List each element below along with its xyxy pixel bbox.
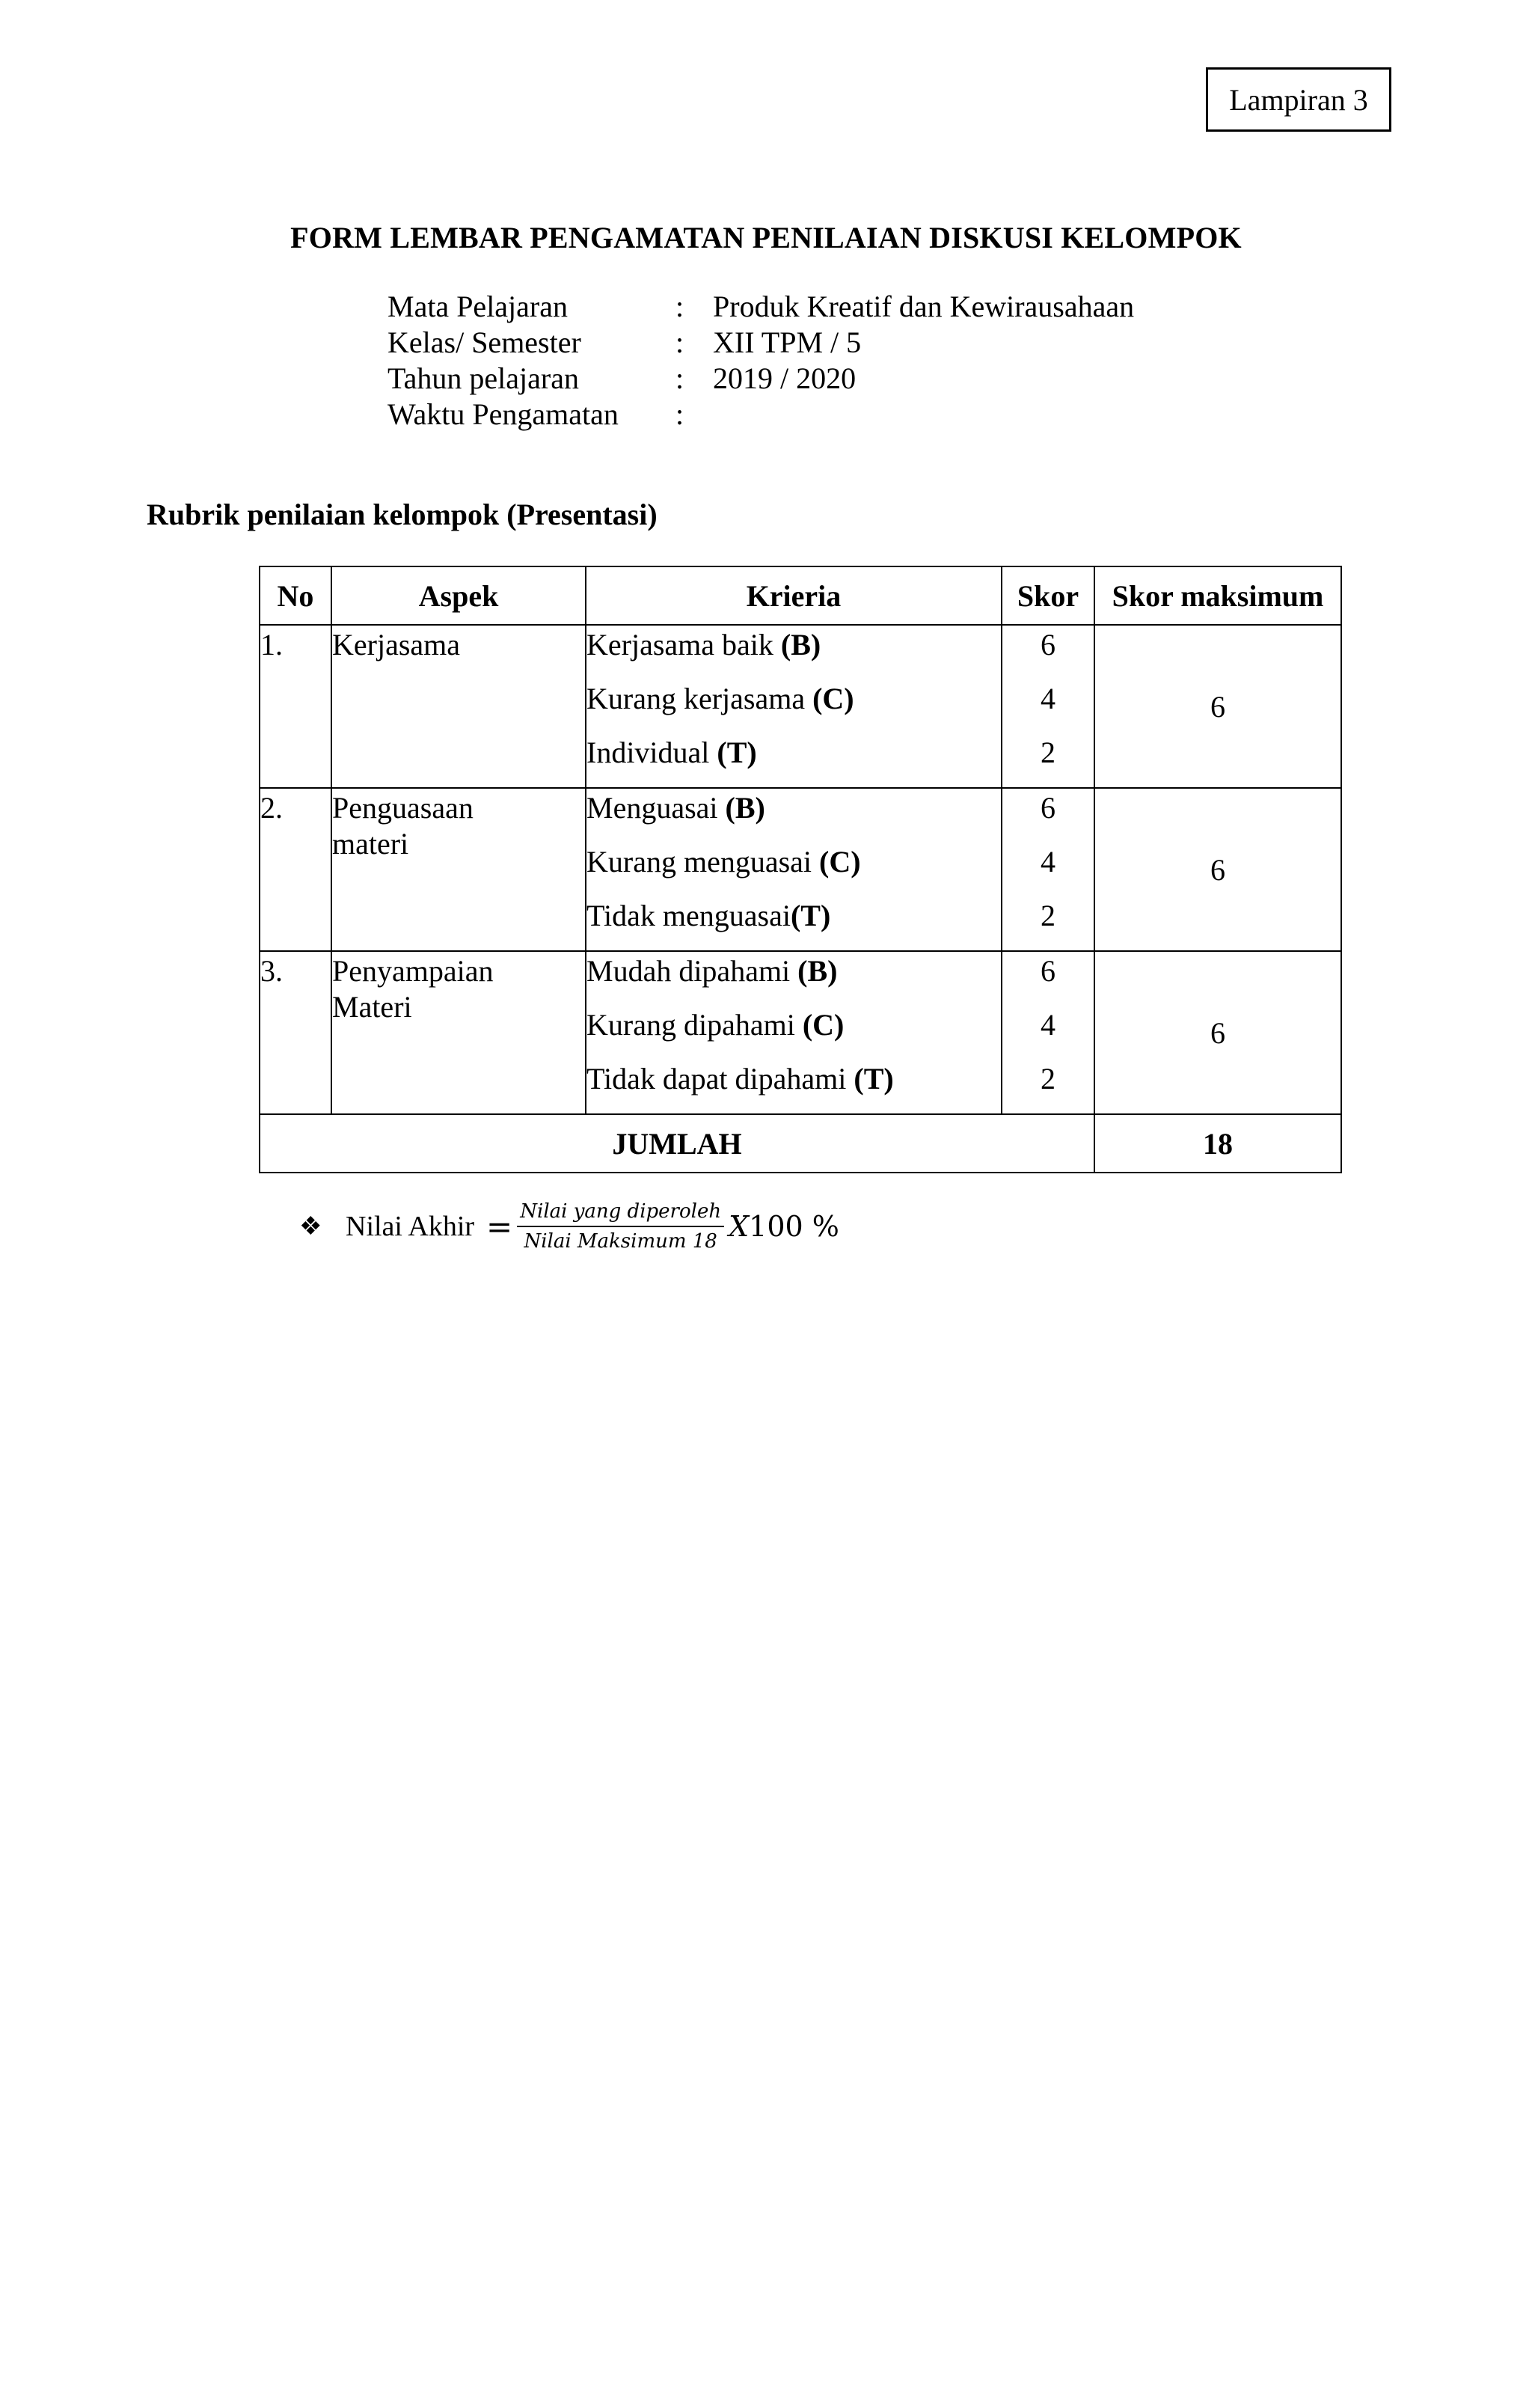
- rubric-subtitle: Rubrik penilaian kelompok (Presentasi): [147, 498, 658, 531]
- meta-colon: :: [675, 290, 684, 323]
- kriteria-item: [586, 789, 1001, 843]
- kriteria-grade: (C): [819, 845, 861, 878]
- kriteria-grade: (B): [780, 628, 821, 661]
- kriteria-text: Kurang dipahami: [586, 1008, 803, 1042]
- formula-label: Nilai Akhir: [346, 1211, 475, 1242]
- cell-no: [260, 788, 331, 951]
- aspek-text: Penyampaian Materi: [332, 954, 494, 1024]
- cell-skor-maksimum: 6: [1094, 788, 1341, 951]
- meta-value: 2019 / 2020: [713, 361, 857, 395]
- cell-skor: [1002, 951, 1094, 1114]
- skor-value: 6: [1041, 791, 1055, 825]
- kriteria-grade: (C): [802, 1008, 845, 1042]
- skor-value: 6: [1041, 954, 1055, 988]
- rubric-table: [259, 566, 1342, 1173]
- kriteria-text: Mudah dipahami: [586, 954, 798, 988]
- meta-colon: :: [675, 397, 684, 431]
- cell-kriteria: [586, 625, 1002, 788]
- skor-value: 2: [1041, 736, 1055, 769]
- table-row: [260, 951, 1341, 1114]
- kriteria-item: [586, 733, 1001, 787]
- kriteria-text: Kurang menguasai: [586, 845, 820, 878]
- formula-percent: %: [803, 1210, 839, 1243]
- skor-value: 2: [1041, 899, 1055, 932]
- cell-kriteria: [586, 951, 1002, 1114]
- header-aspek: Aspek: [331, 566, 586, 625]
- kriteria-grade: (B): [797, 954, 838, 988]
- kriteria-item: [586, 952, 1001, 1006]
- cell-skor: [1002, 625, 1094, 788]
- skor-value: 4: [1041, 1008, 1055, 1042]
- cell-skor: [1002, 788, 1094, 951]
- total-label: JUMLAH: [260, 1114, 1094, 1173]
- cell-aspek: [331, 625, 586, 788]
- meta-row-kelas-semester: [387, 325, 1134, 361]
- header-skor: Skor: [1002, 566, 1094, 625]
- kriteria-item: [586, 896, 1001, 950]
- meta-row-waktu-pengamatan: [387, 397, 1134, 433]
- total-row: [260, 1114, 1341, 1173]
- meta-label: Waktu Pengamatan: [387, 397, 619, 431]
- lampiran-box: [1206, 67, 1391, 132]
- kriteria-item: [586, 1060, 1001, 1113]
- formula-multiplier: X: [729, 1210, 750, 1243]
- table-header-row: [260, 566, 1341, 625]
- cell-aspek: [331, 951, 586, 1114]
- diamond-bullet-icon: ❖: [299, 1213, 322, 1241]
- cell-no: [260, 625, 331, 788]
- cell-kriteria: [586, 788, 1002, 951]
- lampiran-label: Lampiran 3: [1229, 82, 1368, 117]
- skor-value: 4: [1041, 682, 1055, 715]
- kriteria-grade: (C): [812, 682, 854, 715]
- meta-row-mata-pelajaran: [387, 289, 1134, 325]
- table-row: [260, 788, 1341, 951]
- formula-number: 100: [749, 1210, 803, 1243]
- skor-value: 6: [1041, 628, 1055, 661]
- cell-no: [260, 951, 331, 1114]
- kriteria-item: [586, 679, 1001, 733]
- final-score-formula: [299, 1200, 839, 1253]
- formula-equals: =: [486, 1208, 513, 1245]
- total-value: 18: [1094, 1114, 1341, 1173]
- kriteria-text: Kurang kerjasama: [586, 682, 813, 715]
- kriteria-text: Menguasai: [586, 791, 726, 825]
- aspek-text: Kerjasama: [332, 628, 461, 661]
- kriteria-grade: (B): [725, 791, 765, 825]
- kriteria-grade: (T): [854, 1062, 894, 1095]
- kriteria-grade: (T): [717, 736, 757, 769]
- meta-label: Mata Pelajaran: [387, 290, 568, 323]
- formula-denominator: Nilai Maksimum 18: [524, 1230, 717, 1253]
- aspek-text: Penguasaan materi: [332, 791, 474, 861]
- meta-colon: :: [675, 361, 684, 395]
- table-row: [260, 625, 1341, 788]
- meta-info: [387, 289, 1134, 433]
- formula-numerator: Nilai yang diperoleh: [517, 1200, 724, 1227]
- skor-value: 4: [1041, 845, 1055, 878]
- meta-label: Tahun pelajaran: [387, 361, 579, 395]
- cell-skor-maksimum: 6: [1094, 625, 1341, 788]
- meta-colon: :: [675, 326, 684, 359]
- header-skor-maksimum: Skor maksimum: [1094, 566, 1341, 625]
- meta-value: XII TPM / 5: [713, 326, 862, 359]
- row-number: 1.: [260, 628, 283, 661]
- header-no: No: [260, 566, 331, 625]
- kriteria-item: [586, 1006, 1001, 1060]
- kriteria-item: [586, 626, 1001, 679]
- row-number: 3.: [260, 954, 283, 988]
- meta-label: Kelas/ Semester: [387, 326, 581, 359]
- page-title: FORM LEMBAR PENGAMATAN PENILAIAN DISKUSI KELOMPOK: [290, 221, 1242, 254]
- kriteria-text: Kerjasama baik: [586, 628, 781, 661]
- skor-value: 2: [1041, 1062, 1055, 1095]
- kriteria-text: Individual: [586, 736, 717, 769]
- row-number: 2.: [260, 791, 283, 825]
- formula-fraction: [517, 1200, 724, 1253]
- header-kriteria: Krieria: [586, 566, 1002, 625]
- kriteria-grade: (T): [790, 899, 831, 932]
- cell-aspek: [331, 788, 586, 951]
- kriteria-text: Tidak dapat dipahami: [586, 1062, 854, 1095]
- meta-value: Produk Kreatif dan Kewirausahaan: [713, 290, 1135, 323]
- cell-skor-maksimum: 6: [1094, 951, 1341, 1114]
- kriteria-item: [586, 843, 1001, 896]
- kriteria-text: Tidak menguasai: [586, 899, 791, 932]
- meta-row-tahun-pelajaran: [387, 361, 1134, 397]
